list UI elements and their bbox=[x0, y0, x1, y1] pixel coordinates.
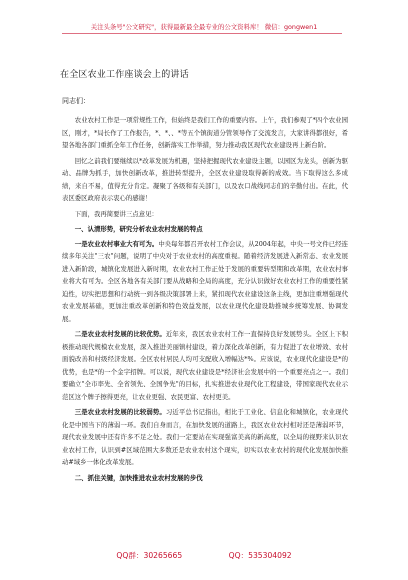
paragraph: 农业农村工作是一项常规性工作，但始终是我们工作的重要内容。上午，我们参观了*四个农业园区，刚才，*局长作了工作报告，*、*、、*等五个镇街道分管领导作了交流发言，大家讲得都很好，希望各地各部门重抓全年工作任务，创新落实工作举措，努力推动我区现代农业建设再上新台阶。 bbox=[62, 116, 348, 149]
paragraph bbox=[62, 406, 348, 469]
document-body bbox=[62, 114, 348, 486]
qq-number: QQ：535304092 bbox=[228, 551, 292, 560]
section-heading: 二、抓住关键，加快推进农业农村发展的步伐 bbox=[74, 473, 203, 482]
banner-underline bbox=[62, 33, 342, 34]
paragraph-lead: 二是农业农村发展的比较优势。 bbox=[74, 330, 166, 338]
paragraph bbox=[62, 238, 348, 326]
section-heading: 一、认清形势，研究分析农业农村发展的特点 bbox=[74, 225, 203, 233]
paragraph: 回忆之前我们要继续以*改革发展为机遇，坚持把握现代农业建设主题，以园区为龙头，创新为驱动、品牌为抓手，加快创新改革，推进转型提升，全区农业建设取得新的成效。当下取得这么多成绩，来自不易，值得充分肯定。凝聚了各级和有关部门，以及农口战线同志们的辛勤付出。在此，代表区委区政府表示衷心的感谢！ bbox=[62, 156, 348, 202]
qq-group: QQ群：30265665 bbox=[116, 551, 183, 560]
paragraph-text: 习近平总书记指出，相比于工业化、信息化和城镇化，农业现代化是中国当下的薄弱一环。我们自身而言，在加快发展的道路上，我区农业农村相对还是薄弱环节，现代农业发展中还有许多不足之处。我们一定要站在实现强富美高的新高度，以全局的视野来认识农业农村工作，认识到#区域范围大多数还是农业农村这个现实，切实以农业农村的现代化发展加快推动#域乡一体化改革发展。 bbox=[62, 408, 349, 466]
paragraph-text: 近年来，我区农业农村工作一直保持良好发展势头。全区上下积极推动现代规模农业发展，深入推进美丽镇村建设，着力深化改革创新，有力促进了农业增效、农村面貌改善和村级经济发展。全区农村居民人均可支配收入增幅达*%。应该说，农业现代化建设是*的优势，也是*的一个金字招牌。可以说，现代农业建设是*经济社会发展中的一个重要亮点之一。我们要确立"全市率先、全省领先、全国争先"的目标，扎实推进农业现代化工程建设，带国家现代农业示范区这个牌子擦得更亮，让农业更强、农民更富、农村更美。 bbox=[62, 330, 349, 401]
page-title: 在全区农业工作座谈会上的讲话 bbox=[60, 70, 189, 80]
paragraph: 下面，我再简要讲三点意见： bbox=[74, 209, 158, 218]
paragraph-lead: 三是农业农村发展的比较弱势。 bbox=[74, 408, 166, 416]
paragraph-text: 中央每年都召开农村工作会议，从2004年起，中央一号文件已经连续多年关注"三农"问题，说明了中央对于农业农村的高度重视。随着经济发展进入新常态、农业发展进入新阶段，城镇化发展进入新时期，农业农村工作正处于发展的重要转型期和改革期，农业农村事业将大有可为。全区各地各有关部门要从战略和全局的高度，充分认识做好农业农村工作的重要性紧迫性，切实把思想和行动统一到各级决策部署上来，紧扣现代农业建设这条主线，更加注重增强现代农业发展基础，更加注重改革创新和特色效益发展，以农业现代化建设助推城乡统筹发展、协调发展。 bbox=[62, 239, 349, 323]
promo-banner[interactable]: 关注头条号"公文研究"，获得最新最全最专业的公文资料库！ 微信：gongwen1 bbox=[90, 23, 318, 31]
paragraph-lead: 一是农业农村事业大有可为。 bbox=[74, 239, 159, 248]
paragraph bbox=[62, 328, 348, 403]
salutation: 同志们： bbox=[62, 97, 90, 105]
footer-contact bbox=[0, 550, 408, 561]
